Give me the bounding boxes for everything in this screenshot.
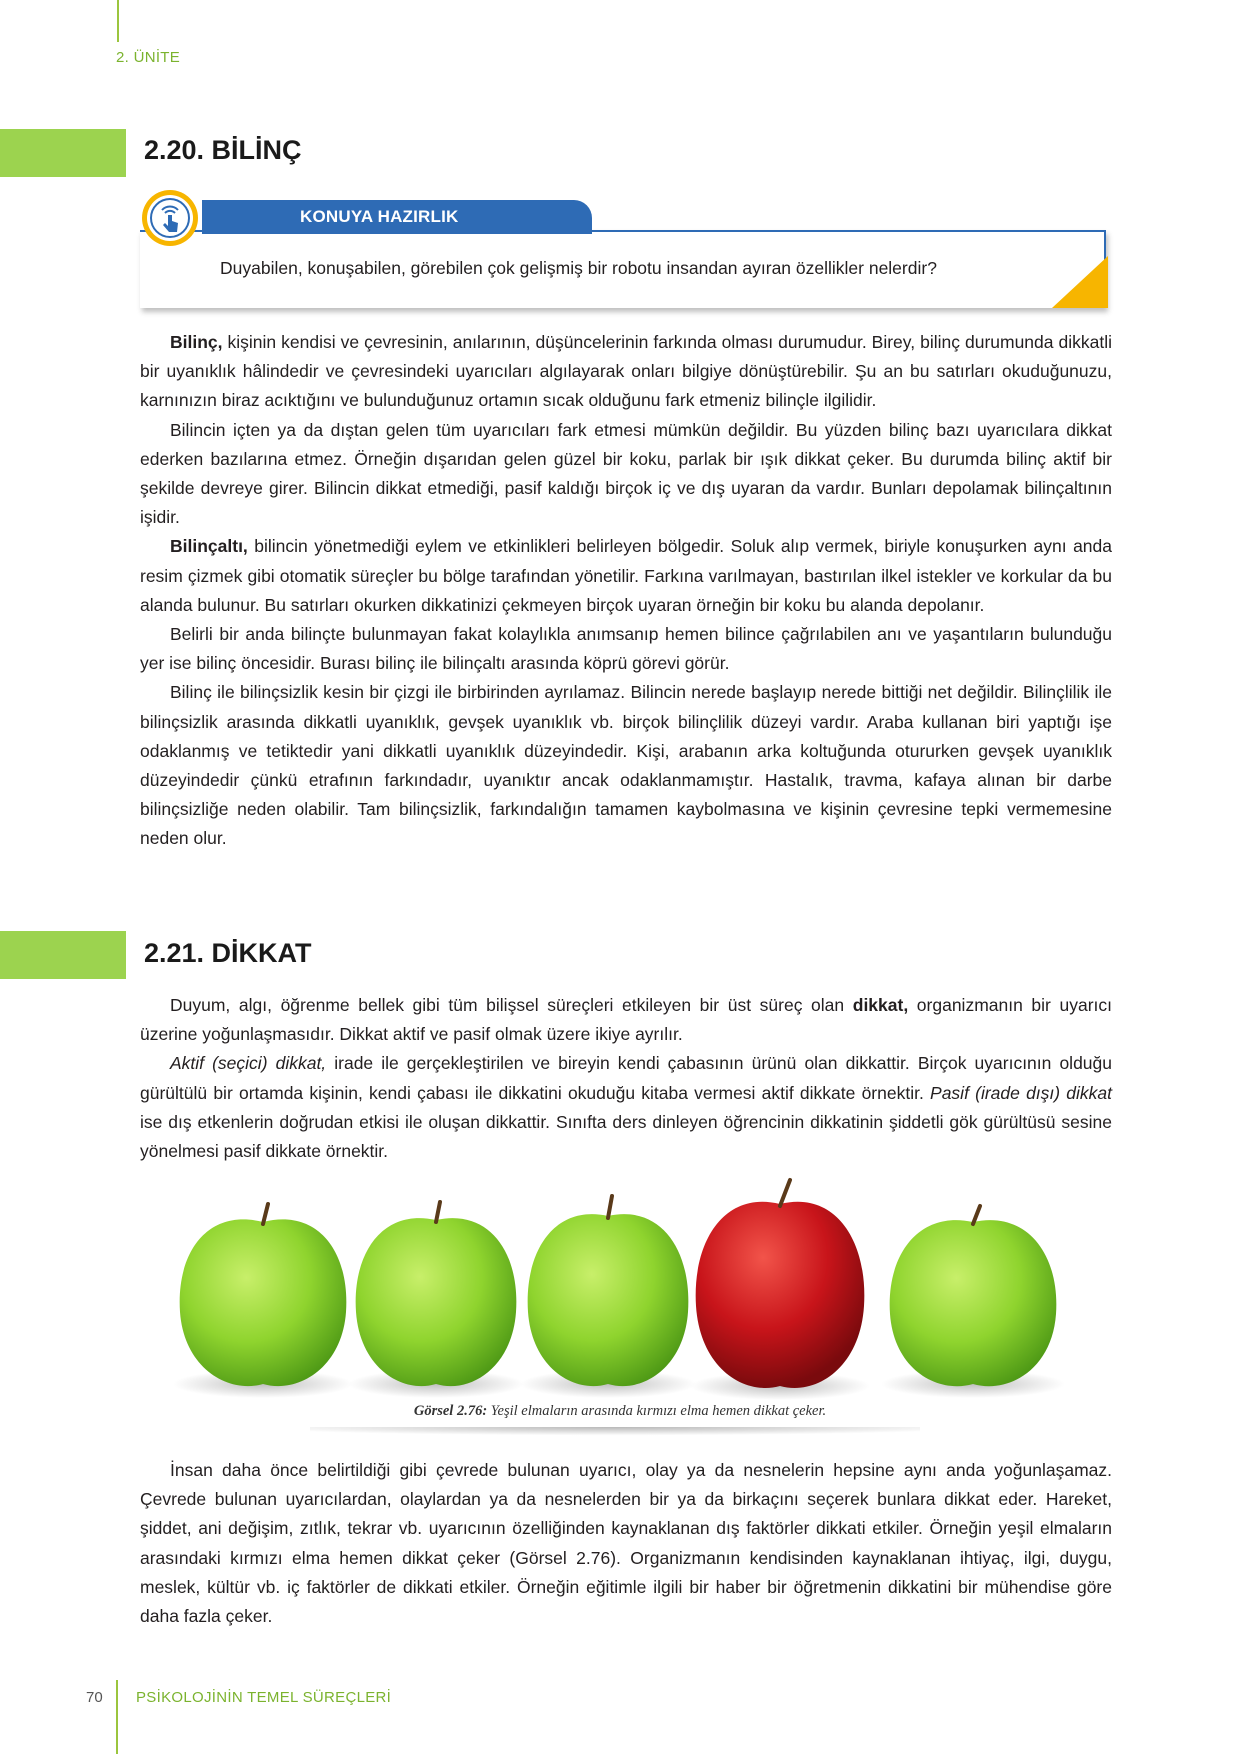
prep-question: Duyabilen, konuşabilen, görebilen çok gelişmiş bir robotu insandan ayıran özellikler nelerdir? bbox=[220, 258, 937, 278]
prep-box bbox=[140, 188, 1106, 312]
paragraph bbox=[140, 1049, 1112, 1166]
section-marker bbox=[0, 129, 126, 177]
caption-text: Yeşil elmaların arasında kırmızı elma hemen dikkat çeker. bbox=[487, 1403, 827, 1419]
section-title-dikkat: 2.21. DİKKAT bbox=[144, 938, 312, 968]
body-text-dikkat-2 bbox=[140, 1456, 1112, 1631]
caption-divider bbox=[310, 1427, 920, 1441]
paragraph: Bilincin içten ya da dıştan gelen tüm uyarıcıları fark etmesi mümkün değildir. Bu yüzden bilinç bazı uyarıcılara dikkat ederken bazılarına etmez. Örneğin dışarıdan gelen güzel bir koku, parlak bir ışık dikkat çeker. Bu durumda bilinç aktif bir şekilde devreye girer. Bilincin dikkat etmediği, pasif kaldığı birçok iç ve dış uyaran da vardır. Bunları depolamak bilinçaltının işidir. bbox=[140, 419, 1112, 528]
caption-label: Görsel 2.76: bbox=[413, 1403, 488, 1419]
section-title-bilinc: 2.20. BİLİNÇ bbox=[144, 135, 302, 165]
body-text-bilinc bbox=[140, 328, 1112, 854]
term-bilincalti: Bilinçaltı, bbox=[170, 536, 248, 557]
paragraph bbox=[140, 328, 1112, 416]
corner-decoration bbox=[1052, 256, 1108, 308]
touch-hand-icon bbox=[140, 188, 200, 248]
paragraph-text: Duyum, algı, öğrenme bellek gibi tüm bilişsel süreçleri etkileyen bir üst süreç olan bbox=[170, 995, 853, 1015]
paragraph: Belirli bir anda bilinçte bulunmayan fakat kolaylıkla anımsanıp hemen bilince çağrılabilen anı ve yaşantıların bulunduğu yer ise bilinç öncesidir. Burası bilinç ile bilinçaltı arasında köprü görevi görür. bbox=[140, 624, 1112, 674]
paragraph-text: irade ile gerçekleştirilen ve bireyin kendi çabasının ürünü olan dikkattir. Birçok uyarıcının olduğu gürültülü bir ortamda kişinin, kendi çabası ile dikkatini okuduğu kitaba vermesi aktif dikkate örnektir. bbox=[140, 1053, 1113, 1103]
section-marker bbox=[0, 931, 126, 979]
term-aktif-dikkat: Aktif (seçici) dikkat, bbox=[170, 1053, 327, 1074]
book-title: PSİKOLOJİNİN TEMEL SÜREÇLERİ bbox=[136, 1689, 392, 1706]
footer-rule bbox=[116, 1680, 118, 1754]
paragraph-text: organizmanın bir uyarıcı üzerine yoğunlaşmasıdır. Dikkat aktif ve pasif olmak üzere ikiye ayrılır. bbox=[140, 995, 1112, 1045]
paragraph: İnsan daha önce belirtildiği gibi çevrede bulunan uyarıcı, olay ya da nesnelerin hepsine aynı anda yoğunlaşamaz. Çevrede bulunan uyarıcılardan, olaylardan ya da nesnelerden bir ya da birkaçını seçerek bunlara dikkat eder. Hareket, şiddet, ani değişim, zıtlık, tekrar vb. uyarıcının özelliğinden kaynaklanan dış faktörler dikkati etkiler. Örneğin yeşil elmaların arasındaki kırmızı elma hemen dikkat çeker (Görsel 2.76). Organizmanın kendisinden kaynaklanan ihtiyaç, ilgi, duygu, meslek, kültür vb. iç faktörler de dikkati etkiler. Örneğin eğitimle ilgili bir haber bir öğretmenin dikkatini bir mühendise göre daha fazla çeker. bbox=[140, 1460, 1112, 1627]
term-pasif-dikkat: Pasif (irade dışı) dikkat bbox=[930, 1082, 1113, 1103]
term-dikkat: dikkat, bbox=[852, 995, 909, 1015]
paragraph-text: bilincin yönetmediği eylem ve etkinlikleri belirleyen bölgedir. Soluk alıp vermek, biriyle konuşurken aynı anda resim çizmek gibi otomatik süreçler bu bölge tarafından yönetilir. Farkına varılmayan, bastırılan ilkel istekler ve korkular da bu alanda bulunur. Bu satırları okurken dikkatinizi çekmeyen birçok uyaran örneğin bir koku bu alanda depolanır. bbox=[140, 536, 1112, 615]
paragraph bbox=[140, 991, 1112, 1049]
unit-label: 2. ÜNİTE bbox=[116, 49, 181, 66]
apples-image bbox=[168, 1172, 1076, 1412]
term-bilinc: Bilinç, bbox=[170, 332, 223, 352]
header-rule bbox=[117, 0, 119, 42]
paragraph-text: kişinin kendisi ve çevresinin, anılarının, düşüncelerinin farkında olması durumudur. Birey, bilinç durumunda dikkatli bir uyanıklık hâlindedir ve çevresindeki uyarıcıları algılayarak onları bilgiye dönüştürebilir. Şu an bu satırları okuduğunuzu, karnınızın biraz acıktığını ve bulunduğunuz ortamın sıcak olduğunu fark etmeniz bilinçle ilgilidir. bbox=[140, 332, 1112, 411]
page-number: 70 bbox=[86, 1689, 103, 1706]
paragraph bbox=[140, 532, 1112, 620]
paragraph-text: ise dış etkenlerin doğrudan etkisi ile oluşan dikkattir. Sınıfta ders dinleyen öğrencinin dikkatinin şiddetli gök gürültüsü sesine yönelmesi pasif dikkate örnektir. bbox=[140, 1111, 1112, 1162]
image-caption bbox=[160, 1403, 1080, 1420]
paragraph: Bilinç ile bilinçsizlik kesin bir çizgi ile birbirinden ayrılamaz. Bilincin nerede başlayıp nerede bittiği net değildir. Bilinçlilik ile bilinçsizlik arasında dikkatli uyanıklık, gevşek uyanıklık vb. birçok bilinçlilik düzeyi vardır. Araba kullanan biri yaptığı işe odaklanmış ve tetiktedir yani dikkatli uyanıklık düzeyindedir. Kişi, arabanın arka koltuğunda otururken gevşek uyanıklık düzeyindedir çünkü etrafının farkındadır, uyanıktır ancak odaklanmamıştır. Hastalık, travma, kafaya alınan bir darbe bilinçsizliğe neden olabilir. Tam bilinçsizlik, farkındalığın tamamen kaybolmasına ve kişinin çevresine tepki vermemesine neden olur. bbox=[140, 682, 1112, 849]
prep-label: KONUYA HAZIRLIK bbox=[300, 207, 459, 226]
body-text-dikkat bbox=[140, 991, 1112, 1166]
